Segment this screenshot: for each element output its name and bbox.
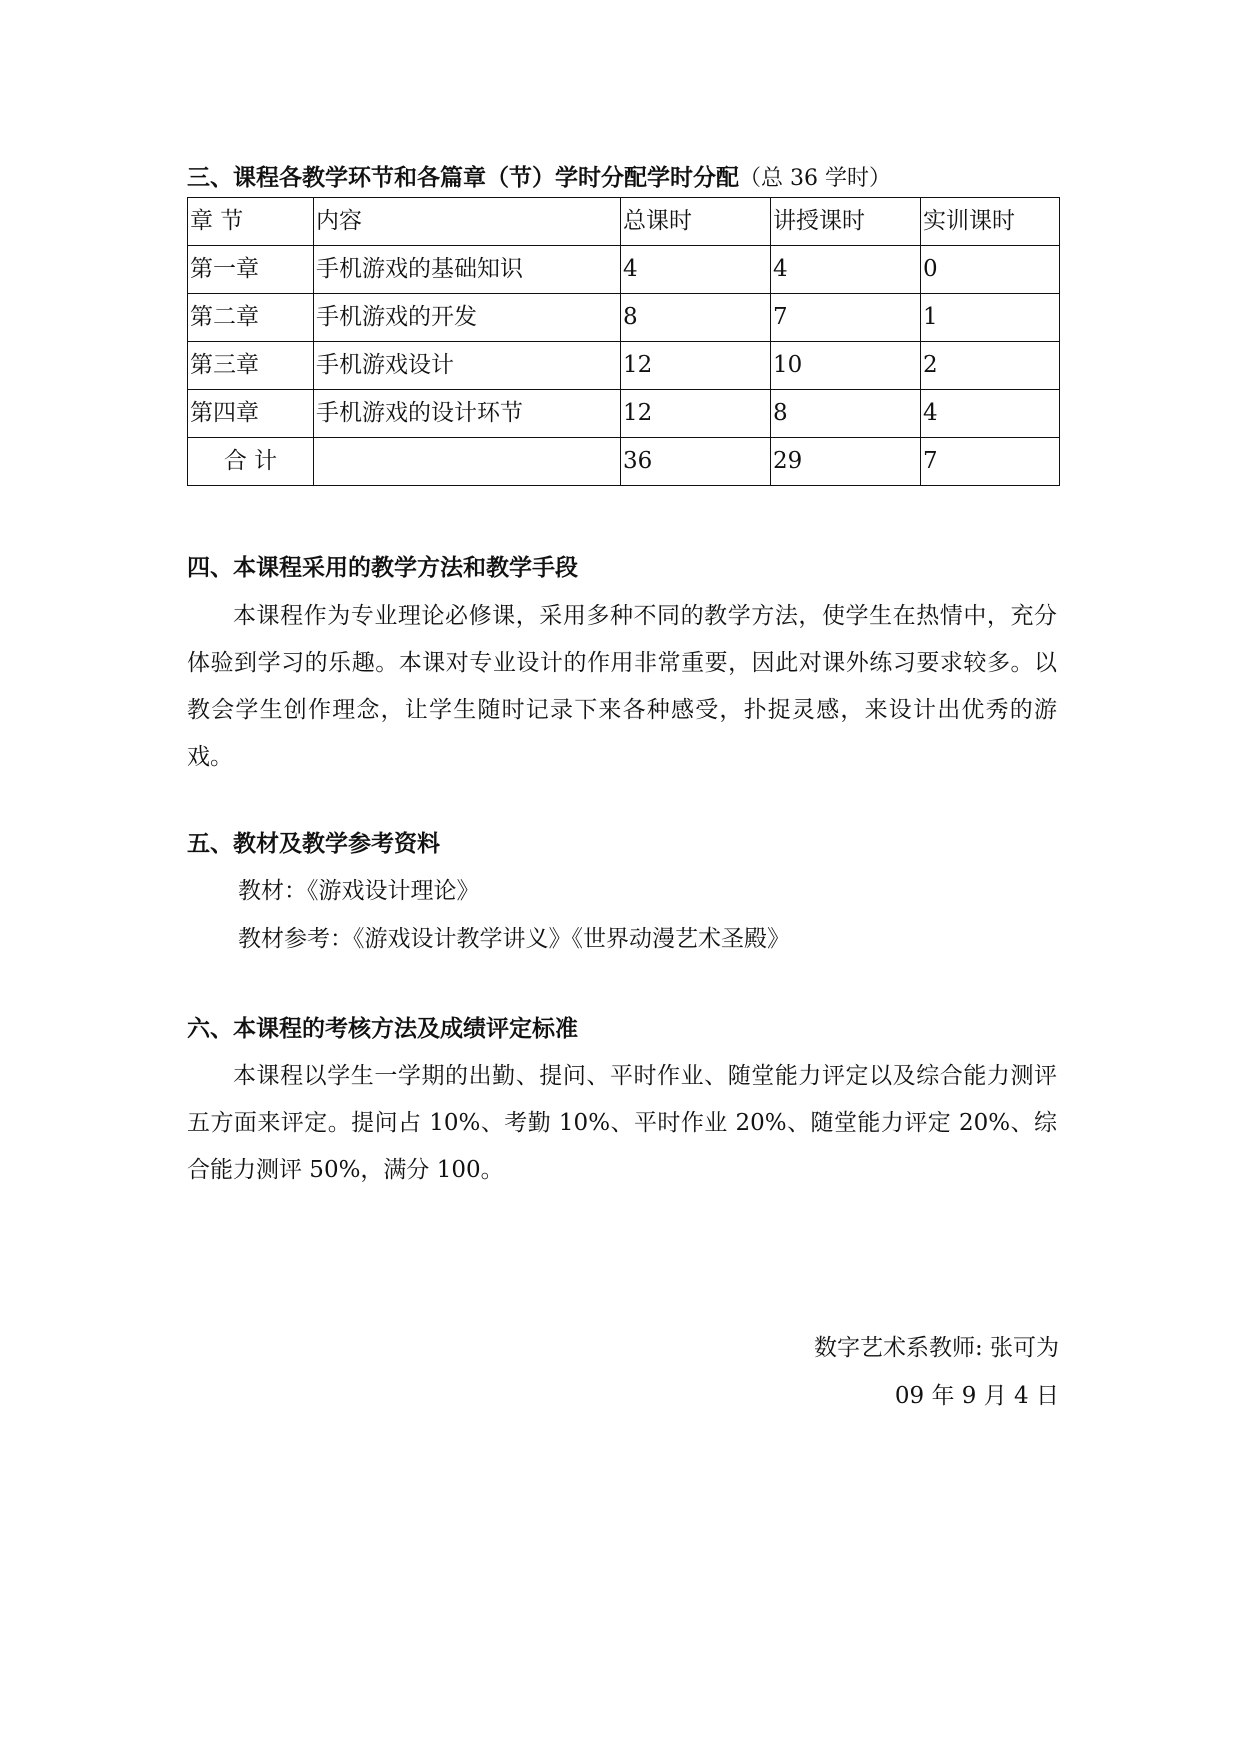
signature-author: 数字艺术系教师: 张可为 <box>813 1335 1059 1361</box>
total-hours-cell: 12 <box>621 342 771 390</box>
total-hours-sum-cell: 36 <box>621 438 771 486</box>
hours-allocation-table <box>187 197 1060 486</box>
total-hours-cell: 12 <box>621 390 771 438</box>
section-4-heading: 四、本课程采用的教学方法和教学手段 <box>187 555 578 581</box>
table-row <box>188 294 1060 342</box>
practice-hours-cell: 4 <box>921 390 1060 438</box>
content-cell: 手机游戏的设计环节 <box>314 390 621 438</box>
section-4-body: 本课程作为专业理论必修课，采用多种不同的教学方法，使学生在热情中，充分体验到学习的乐趣。本课对专业设计的作用非常重要，因此对课外练习要求较多。以教会学生创作理念，让学生随时记录下来各种感受，扑捉灵感，来设计出优秀的游戏。 <box>187 603 1057 770</box>
chapter-cell: 第四章 <box>188 390 314 438</box>
table-header-row <box>188 198 1060 246</box>
table-row <box>188 342 1060 390</box>
section-3-title: 三、课程各教学环节和各篇章（节）学时分配学时分配 <box>187 165 739 191</box>
practice-hours-sum-cell: 7 <box>921 438 1060 486</box>
content-cell: 手机游戏设计 <box>314 342 621 390</box>
chapter-cell: 第一章 <box>188 246 314 294</box>
header-chapter: 章 节 <box>188 198 314 246</box>
total-hours-cell: 8 <box>621 294 771 342</box>
practice-hours-cell: 0 <box>921 246 1060 294</box>
lecture-hours-cell: 7 <box>771 294 921 342</box>
lecture-hours-cell: 10 <box>771 342 921 390</box>
header-practice-hours: 实训课时 <box>921 198 1060 246</box>
content-cell: 手机游戏的基础知识 <box>314 246 621 294</box>
total-hours-cell: 4 <box>621 246 771 294</box>
header-total-hours: 总课时 <box>621 198 771 246</box>
header-lecture-hours: 讲授课时 <box>771 198 921 246</box>
lecture-hours-sum-cell: 29 <box>771 438 921 486</box>
practice-hours-cell: 1 <box>921 294 1060 342</box>
total-label-cell: 合 计 <box>188 438 314 486</box>
signature-date: 09 年 9 月 4 日 <box>894 1383 1059 1409</box>
section-5-heading: 五、教材及教学参考资料 <box>187 831 440 857</box>
chapter-cell: 第二章 <box>188 294 314 342</box>
chapter-cell: 第三章 <box>188 342 314 390</box>
header-content: 内容 <box>314 198 621 246</box>
content-cell: 手机游戏的开发 <box>314 294 621 342</box>
textbook-line: 教材：《游戏设计理论》 <box>238 878 480 904</box>
section-3-heading <box>187 163 891 194</box>
table-row <box>188 390 1060 438</box>
section-6-body: 本课程以学生一学期的出勤、提问、平时作业、随堂能力评定以及综合能力测评五方面来评定。提问占 10%、考勤 10%、平时作业 20%、随堂能力评定 20%、综合能力测评 50%，满分 100。 <box>187 1063 1057 1183</box>
lecture-hours-cell: 4 <box>771 246 921 294</box>
practice-hours-cell: 2 <box>921 342 1060 390</box>
table-row <box>188 246 1060 294</box>
section-3-note: （总 36 学时） <box>739 166 891 191</box>
reference-line: 教材参考：《游戏设计教学讲义》《世界动漫艺术圣殿》 <box>238 926 790 952</box>
total-content-cell <box>314 438 621 486</box>
lecture-hours-cell: 8 <box>771 390 921 438</box>
section-6-heading: 六、本课程的考核方法及成绩评定标准 <box>187 1016 578 1042</box>
table-total-row <box>188 438 1060 486</box>
